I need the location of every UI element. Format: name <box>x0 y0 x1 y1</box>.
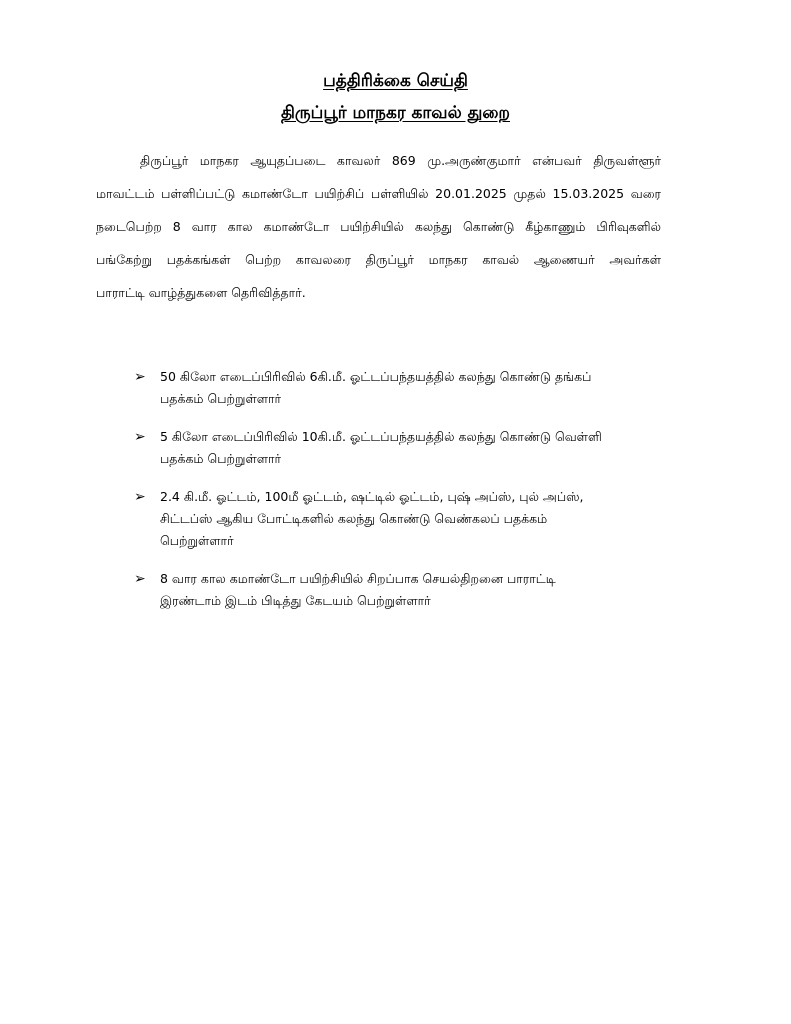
paragraph-line: மாவட்டம் பள்ளிப்பட்டு கமாண்டோ பயிற்சிப் பள்ளியில் 20.01.2025 முதல் 15.03.2025 வரை <box>96 186 661 201</box>
page-title-text: பத்திரிக்கை செய்தி <box>323 71 468 91</box>
list-item <box>134 366 694 410</box>
achievement-list <box>134 366 694 628</box>
list-item-line: 50 கிலோ எடைப்பிரிவில் 6கி.மீ. ஓட்டப்பந்தயத்தில் கலந்து கொண்டு தங்கப் <box>160 369 592 384</box>
paragraph-line: திருப்பூர் மாநகர ஆயுதப்படை காவலர் 869 மு.அருண்குமார் என்பவர் திருவள்ளூர் <box>140 153 661 168</box>
list-item-line: 8 வார கால கமாண்டோ பயிற்சியில் சிறப்பாக செயல்திறனை பாராட்டி <box>160 571 556 586</box>
list-item-line: பதக்கம் பெற்றுள்ளார் <box>160 451 282 466</box>
list-item-line: பதக்கம் பெற்றுள்ளார் <box>160 391 282 406</box>
list-item-text <box>160 426 602 470</box>
arrow-bullet-icon: ➢ <box>134 369 146 385</box>
list-item-text <box>160 568 556 612</box>
paragraph-line: பாராட்டி வாழ்த்துகளை தெரிவித்தார். <box>96 285 306 300</box>
list-item <box>134 426 694 470</box>
list-item-line: 2.4 கி.மீ. ஓட்டம், 100மீ ஓட்டம், ஷட்டில் ஓட்டம், புஷ் அப்ஸ், புல் அப்ஸ், <box>160 489 584 504</box>
list-item-text <box>160 486 584 552</box>
page-title <box>0 70 791 92</box>
list-item-line: இரண்டாம் இடம் பிடித்து கேடயம் பெற்றுள்ளார் <box>160 593 431 608</box>
arrow-bullet-icon: ➢ <box>134 571 146 587</box>
list-item-line: 5 கிலோ எடைப்பிரிவில் 10கி.மீ. ஓட்டப்பந்தயத்தில் கலந்து கொண்டு வெள்ளி <box>160 429 602 444</box>
arrow-bullet-icon: ➢ <box>134 489 146 505</box>
list-item <box>134 486 694 552</box>
list-item <box>134 568 694 612</box>
paragraph-line: நடைபெற்ற 8 வார கால கமாண்டோ பயிற்சியில் கலந்து கொண்டு கீழ்காணும் பிரிவுகளில் <box>96 219 661 234</box>
page-subtitle-text: திருப்பூர் மாநகர காவல் துறை <box>280 103 510 123</box>
body-paragraph <box>96 144 661 309</box>
list-item-text <box>160 366 591 410</box>
arrow-bullet-icon: ➢ <box>134 429 146 445</box>
list-item-line: பெற்றுள்ளார் <box>160 533 234 548</box>
paragraph-line: பங்கேற்று பதக்கங்கள் பெற்ற காவலரை திருப்பூர் மாநகர காவல் ஆணையர் அவர்கள் <box>96 252 661 267</box>
page-subtitle <box>0 102 791 124</box>
list-item-line: சிட்டப்ஸ் ஆகிய போட்டிகளில் கலந்து கொண்டு வெண்கலப் பதக்கம் <box>160 511 548 526</box>
